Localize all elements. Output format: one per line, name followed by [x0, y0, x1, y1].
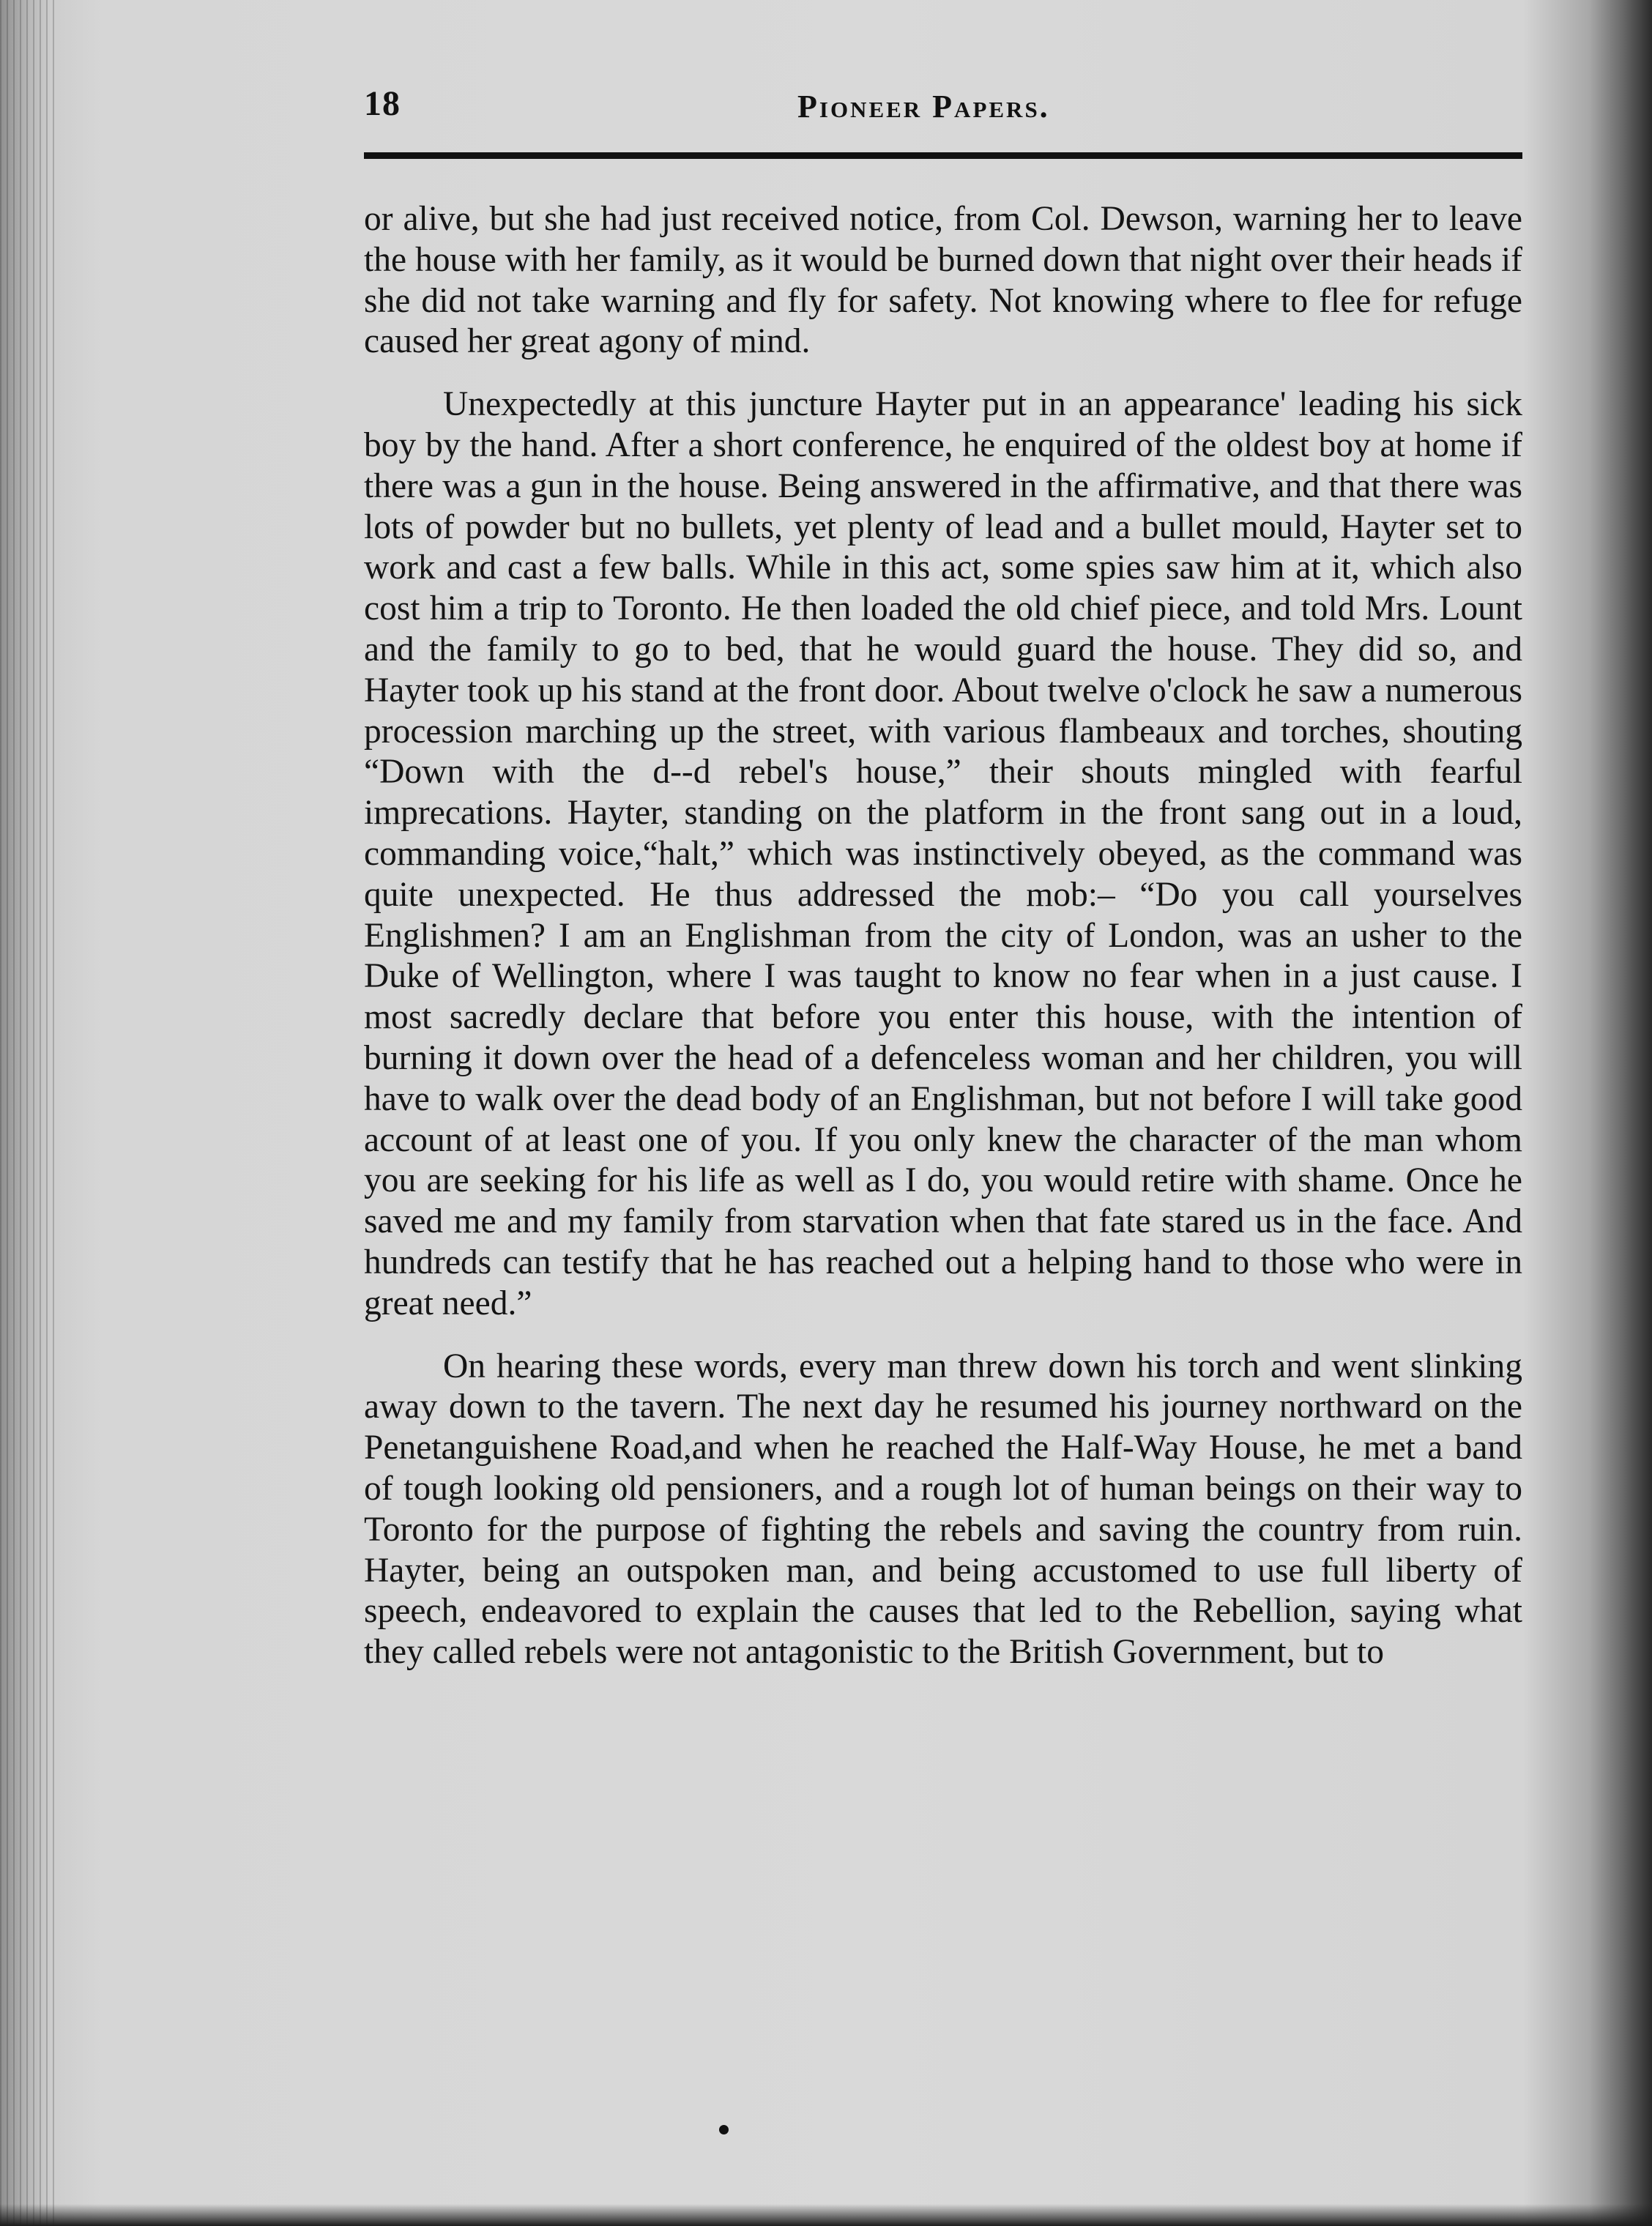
header-rule — [364, 152, 1522, 159]
paragraph-1: or alive, but she had just received notice, from Col. Dewson, warning her to leave the house with her family, as it would be burned down that night over their heads if she did not take warning and fly for safety. Not knowing where to flee for refuge caused her great agony of mind. — [364, 200, 1522, 361]
scan-bottom-edge — [0, 2204, 1652, 2226]
paragraph-3: On hearing these words, every man threw down his torch and went slinking away down to the tavern. The next day he resumed his journey northward on the Penetanguishene Road,and when he reached the Half-Way House, he met a band of tough looking old pensioners, and a rough lot of human beings on their way to Toronto for the purpose of fighting the rebels and saving the country from ruin. Hayter, being an outspoken man, and being accustomed to use full liberty of speech, endeavored to explain the causes that led to the Rebellion, saying what they called rebels were not antagonistic to the British Government, but to — [364, 1347, 1522, 1672]
page-number: 18 — [364, 84, 401, 123]
page-header — [364, 79, 1521, 138]
paragraph-2: Unexpectedly at this juncture Hayter put in an appearance' leading his sick boy by the hand. After a short conference, he enquired of the oldest boy at home if there was a gun in the house. Being answered in the affirmative, and that there was lots of powder but no bullets, yet plenty of lead and a bullet mould, Hayter set to work and cast a few balls. While in this act, some spies saw him at it, which also cost him a trip to Toronto. He then loaded the old chief piece, and told Mrs. Lount and the family to go to bed, that he would guard the house. They did so, and Hayter took up his stand at the front door. About twelve o'clock he saw a numerous procession marching up the street, with various flambeaux and torches, shouting “Down with the d--d rebel's house,” their shouts mingled with fearful imprecations. Hayter, standing on the platform in the front sang out in a loud, commanding voice,“halt,” which was instinctively obeyed, as the command was quite unexpected. He thus addressed the mob:– “Do you call yourselves Englishmen? I am an Englishman from the city of London, was an usher to the Duke of Wellington, where I was taught to know no fear when in a just cause. I most sacredly declare that before you enter this house, with the intention of burning it down over the head of a defenceless woman and her children, you will have to walk over the dead body of an Englishman, but not before I will take good account of at least one of you. If you only knew the character of the man whom you are seeking for his life as well as I do, you would retire with shame. Once he saved me and my family from starvation when that fate stared us in the face. And hundreds can testify that he has reached out a helping hand to those who were in great need.” — [364, 385, 1522, 1322]
body-text — [364, 199, 1522, 1673]
bottom-dot — [719, 2125, 729, 2134]
binding-gutter — [0, 0, 55, 2226]
running-title: Pioneer Papers. — [797, 89, 1050, 124]
